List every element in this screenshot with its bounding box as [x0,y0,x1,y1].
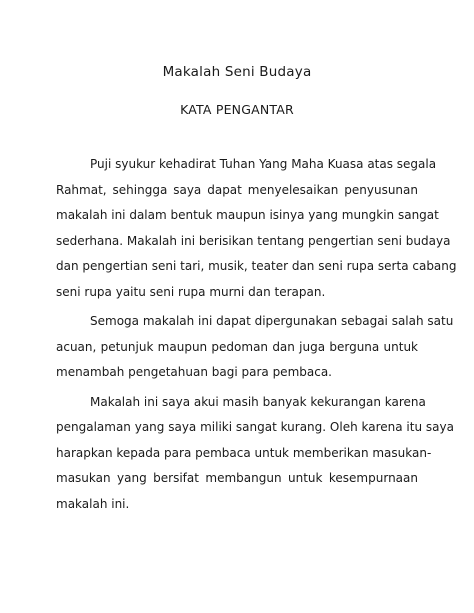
section-heading: KATA PENGANTAR [180,102,294,117]
paragraph-line: harapkan kepada para pembaca untuk memberikan masukan- [56,445,432,460]
paragraph-line: acuan, petunjuk maupun pedoman dan juga berguna untuk [56,339,418,354]
paragraph-1 [56,152,457,305]
paragraph-line: makalah ini. [56,496,130,511]
paragraph-line: seni rupa yaitu seni rupa murni dan terapan. [56,284,326,299]
paragraph-line: makalah ini dalam bentuk maupun isinya yang mungkin sangat [56,208,439,222]
paragraph-line: sederhana. Makalah ini berisikan tentang pengertian seni budaya [56,233,451,248]
paragraph-line: Makalah ini saya akui masih banyak kekurangan karena [90,394,426,409]
paragraph-line: Puji syukur kehadirat Tuhan Yang Maha Kuasa atas segala [90,157,437,171]
paragraph-line: Semoga makalah ini dapat dipergunakan sebagai salah satu [90,314,454,328]
paragraph-2 [56,309,454,386]
paragraph-3 [56,390,454,518]
paragraph-line: menambah pengetahuan bagi para pembaca. [56,365,332,379]
paragraph-line: masukan yang bersifat membangun untuk kesempurnaan [56,471,418,485]
document-title: Makalah Seni Budaya [162,64,312,80]
paragraph-line: dan pengertian seni tari, musik, teater dan seni rupa serta cabang [56,259,457,273]
paragraph-line: Rahmat, sehingga saya dapat menyelesaikan penyusunan [56,182,418,197]
paragraph-line: pengalaman yang saya miliki sangat kurang. Oleh karena itu saya [56,420,454,434]
body-text [56,152,457,517]
